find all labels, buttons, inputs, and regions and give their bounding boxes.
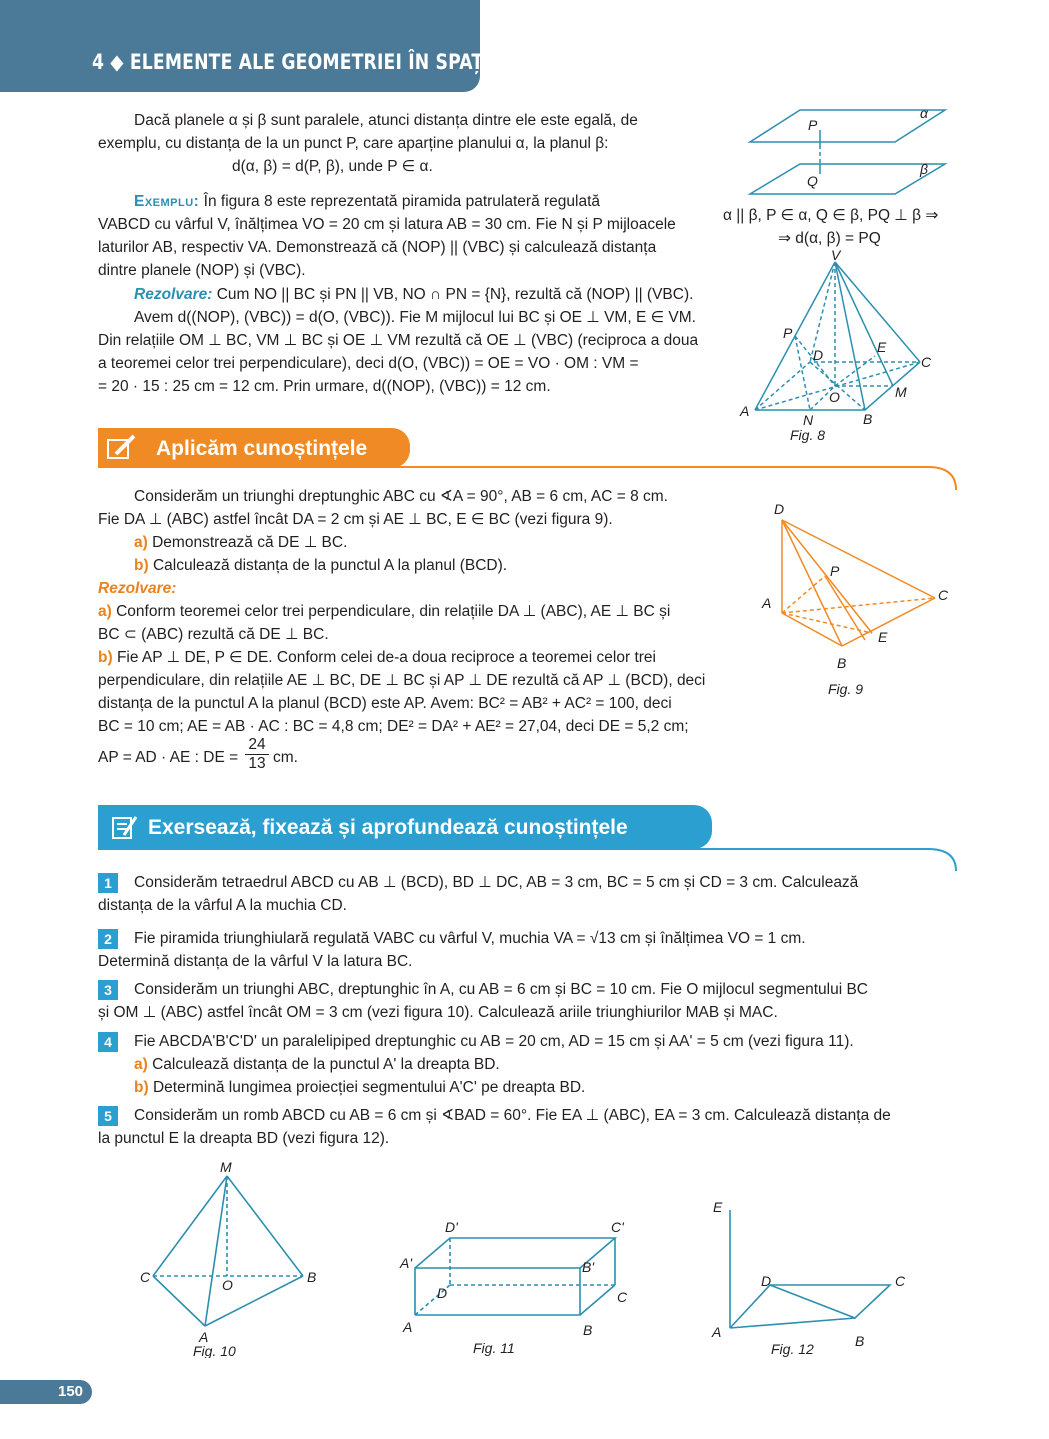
exercise-3-line-2: și OM ⊥ (ABC) astfel încât OM = 3 cm (vezi figura 10). Calculează ariile triunghiurilor MAB și MAC. <box>98 1004 778 1021</box>
example-solution-line-4: a teoremei celor trei perpendiculare), deci d(O, (VBC)) = OE = VO · OM : VM = <box>98 355 639 372</box>
fig10-A: A <box>199 1329 209 1345</box>
fig8-O: O <box>829 389 840 405</box>
exercise-4-number: 4 <box>98 1032 118 1052</box>
pencil-icon <box>106 434 138 462</box>
label-alpha: α <box>920 105 928 121</box>
fig9-caption: Fig. 9 <box>828 681 864 697</box>
fig12-B: B <box>855 1333 865 1349</box>
exercise-1-line-2: distanța de la vârful A la muchia CD. <box>98 897 347 914</box>
apply-sol-a-line-2: BC ⊂ (ABC) rezultă că DE ⊥ BC. <box>98 626 329 643</box>
fig12-A: A <box>712 1324 722 1340</box>
fig10-M: M <box>220 1159 232 1175</box>
fig8-M: M <box>895 384 907 400</box>
exercise-5-line-1: Considerăm un romb ABCD cu AB = 6 cm și ∢BAD = 60°. Fie EA ⊥ (ABC), EA = 3 cm. Calculează distanța de <box>134 1107 891 1124</box>
fig8-P: P <box>783 325 793 341</box>
fig11-D1: D' <box>445 1219 458 1235</box>
apply-sol-b-line-3: distanța de la punctul A la planul (BCD) este AP. Avem: BC² = AB² + AC² = 100, deci <box>98 695 672 712</box>
apply-line-2: Fie DA ⊥ (ABC) astfel încât DA = 2 cm și AE ⊥ BC, E ∈ BC (vezi figura 9). <box>98 511 613 528</box>
fig9-A: A <box>762 595 772 611</box>
banner-apply-title: Aplicăm cunoștințele <box>156 437 368 460</box>
example-line-2: VABCD cu vârful V, înălțimea VO = 20 cm și latura AB = 30 cm. Fie N și P mijloacele <box>98 216 676 233</box>
fig12-E: E <box>713 1199 723 1215</box>
fig8-caption: Fig. 8 <box>790 427 826 443</box>
fig12-caption: Fig. 12 <box>771 1341 814 1357</box>
apply-sol-b-line-1: b) Fie AP ⊥ DE, P ∈ DE. Conform celei de-a doua reciproce a teoremei celor trei <box>98 649 656 666</box>
fig11-D: D <box>437 1285 448 1301</box>
fig11-B: B <box>583 1322 593 1338</box>
exercise-1-line-1: Considerăm tetraedrul ABCD cu AB ⊥ (BCD), BD ⊥ DC, AB = 3 cm, BC = 5 cm și CD = 3 cm. Calculează <box>134 874 859 891</box>
fig9-D: D <box>774 501 785 517</box>
notepad-icon <box>110 813 138 841</box>
example-line-1: Exemplu: În figura 8 este reprezentată piramida patrulateră regulată <box>134 193 601 210</box>
exercise-2-line-1: Fie piramida triunghiulară regulată VABC cu vârful V, muchia VA = √13 cm și înălțimea VO = 1 cm. <box>134 930 806 947</box>
exercise-5-line-2: la punctul E la dreapta BD (vezi figura 12). <box>98 1130 390 1147</box>
chapter-title: 4 ◆ ELEMENTE ALE GEOMETRIEI ÎN SPAȚIU <box>92 50 505 74</box>
exercise-4-item-a: a) Calculează distanța de la punctul A' la dreapta BD. <box>134 1056 500 1073</box>
section-banner-exercises <box>98 805 712 849</box>
fig8-N: N <box>803 412 814 428</box>
fig10-caption: Fig. 10 <box>193 1343 236 1358</box>
exercise-2-line-2: Determină distanța de la vârful V la latura BC. <box>98 953 413 970</box>
side-formula-line-2: ⇒ d(α, β) = PQ <box>778 230 881 247</box>
intro-line-3: d(α, β) = d(P, β), unde P ∈ α. <box>232 158 433 175</box>
fig12-C: C <box>895 1273 906 1289</box>
fig10-O: O <box>222 1277 233 1293</box>
fraction-numerator: 24 <box>248 736 266 753</box>
exercise-5-number: 5 <box>98 1106 118 1126</box>
fig9-P: P <box>830 563 840 579</box>
apply-sol-b-line-4: BC = 10 cm; AE = AB · AC : BC = 4,8 cm; DE² = DA² + AE² = 27,04, deci DE = 5,2 cm; <box>98 718 689 735</box>
fig11-caption: Fig. 11 <box>473 1340 515 1356</box>
fig8-B: B <box>863 411 873 427</box>
side-formula-line-1: α || β, P ∈ α, Q ∈ β, PQ ⊥ β ⇒ <box>723 207 939 224</box>
figure-10 <box>135 1158 335 1358</box>
figure-12 <box>705 1190 925 1360</box>
fig11-C1: C' <box>611 1219 624 1235</box>
fig11-C: C <box>617 1289 628 1305</box>
fig9-E: E <box>878 629 888 645</box>
example-label: Exemplu: <box>134 193 200 210</box>
fig8-E: E <box>877 339 887 355</box>
label-q: Q <box>807 173 818 189</box>
apply-item-b: b) Calculează distanța de la punctul A la planul (BCD). <box>134 557 508 574</box>
banner-exercises-title: Exersează, fixează și aprofundează cunoștințele <box>148 816 628 839</box>
apply-solution-label: Rezolvare: <box>98 580 177 597</box>
fig8-A: A <box>740 403 750 419</box>
fig8-V: V <box>831 250 841 263</box>
fig10-B: B <box>307 1269 317 1285</box>
fig9-C: C <box>938 587 949 603</box>
chapter-header <box>0 0 505 92</box>
fig11-A1: A' <box>400 1255 413 1271</box>
intro-line-1: Dacă planele α și β sunt paralele, atunci distanța dintre ele este egală, de <box>134 112 638 129</box>
exercise-3-number: 3 <box>98 980 118 1000</box>
exercise-2-number: 2 <box>98 929 118 949</box>
fig8-D: D <box>813 347 824 363</box>
solution-label: Rezolvare: <box>134 286 213 303</box>
apply-line-1: Considerăm un triunghi dreptunghic ABC cu ∢A = 90°, AB = 6 cm, AC = 8 cm. <box>134 488 668 505</box>
figure-parallel-planes <box>745 100 955 200</box>
fig12-D: D <box>761 1273 772 1289</box>
example-solution-line-5: = 20 · 15 : 25 cm = 12 cm. Prin urmare, d((NOP), (VBC)) = 12 cm. <box>98 378 551 395</box>
fig11-A: A <box>403 1319 413 1335</box>
example-solution-line-2: Avem d((NOP), (VBC)) = d(O, (VBC)). Fie M mijlocul lui BC și OE ⊥ VM, E ∈ VM. <box>134 309 696 326</box>
label-beta: β <box>920 161 928 177</box>
fig11-B1: B' <box>582 1259 595 1275</box>
fig9-B: B <box>837 655 847 671</box>
intro-line-2: exemplu, cu distanța de la un punct P, care aparține planului α, la planul β: <box>98 135 609 152</box>
figure-8-pyramid <box>735 250 945 450</box>
exercise-1-number: 1 <box>98 873 118 893</box>
example-solution-line-1: Rezolvare: Cum NO || BC și PN || VB, NO ∩ PN = {N}, rezultă că (NOP) || (VBC). <box>134 286 694 303</box>
apply-sol-b-line-2: perpendiculare, din relațiile AE ⊥ BC, DE ⊥ BC și AP ⊥ DE rezultă că AP ⊥ (BCD), deci <box>98 672 706 689</box>
example-line-4: dintre planele (NOP) și (VBC). <box>98 262 306 279</box>
apply-sol-a-line-1: a) Conform teoremei celor trei perpendiculare, din relațiile DA ⊥ (ABC), AE ⊥ BC și <box>98 603 671 620</box>
fig8-C: C <box>921 354 932 370</box>
apply-sol-b-line-5: AP = AD · AE : DE = <box>98 749 239 766</box>
apply-sol-b-units: cm. <box>273 749 298 766</box>
fraction-denominator: 13 <box>245 754 269 773</box>
figure-11 <box>395 1210 635 1360</box>
fig10-C: C <box>140 1269 151 1285</box>
fraction <box>245 736 269 773</box>
exercise-3-line-1: Considerăm un triunghi ABC, dreptunghic în A, cu AB = 6 cm și BC = 10 cm. Fie O mijlocul segmentului BC <box>134 981 869 998</box>
example-solution-line-3: Din relațiile OM ⊥ BC, VM ⊥ BC și OE ⊥ VM rezultă că OE ⊥ (VBC) (reciproca a doua <box>98 332 699 349</box>
exercise-4-line-1: Fie ABCDA'B'C'D' un paralelipiped dreptunghic cu AB = 20 cm, AD = 15 cm și AA' = 5 cm (vezi figura 11). <box>134 1033 854 1050</box>
exercise-4-item-b: b) Determină lungimea proiecției segmentului A'C' pe dreapta BD. <box>134 1079 586 1096</box>
page-number: 150 <box>0 1380 92 1404</box>
figure-9 <box>760 498 960 698</box>
label-p: P <box>808 117 818 133</box>
apply-item-a: a) Demonstrează că DE ⊥ BC. <box>134 534 348 551</box>
example-line-3: laturilor AB, respectiv VA. Demonstrează că (NOP) || (VBC) și calculează distanța <box>98 239 657 256</box>
